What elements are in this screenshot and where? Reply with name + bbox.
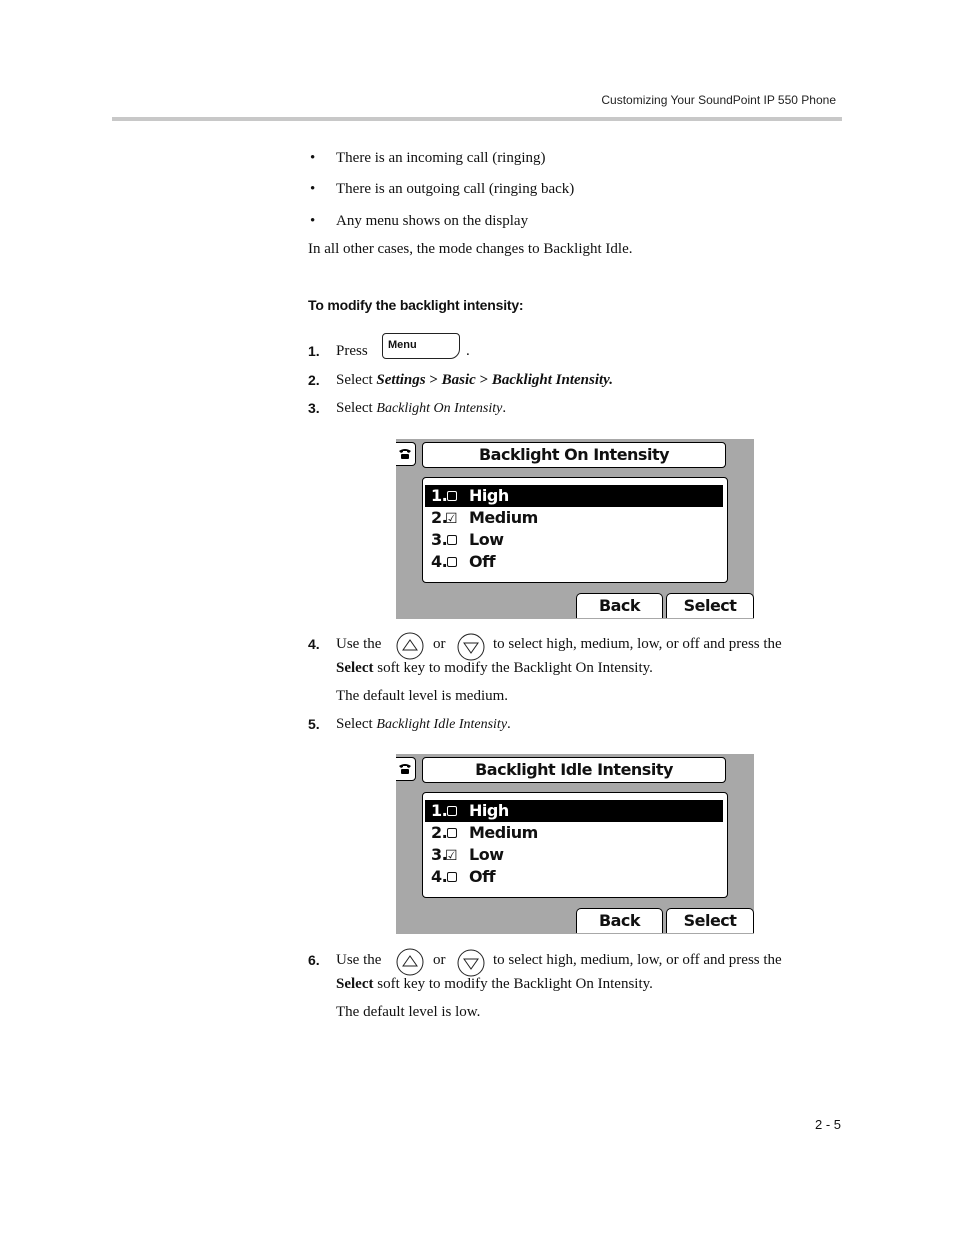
list-item-low[interactable] (425, 529, 723, 551)
step-end: . (507, 716, 511, 732)
item-number: 2. (431, 508, 448, 527)
step-note: The default level is low. (336, 1004, 481, 1020)
up-arrow-key-icon (396, 948, 424, 976)
down-arrow-key-icon (457, 633, 485, 661)
unchecked-box-icon (447, 557, 457, 567)
step-text: Use the (336, 636, 382, 652)
phone-handset-icon (396, 757, 416, 781)
item-number: 4. (431, 867, 448, 886)
step-number: 2. (308, 372, 320, 388)
step-end: . (466, 343, 470, 359)
menu-path-sep: > (475, 372, 492, 388)
item-number: 3. (431, 845, 448, 864)
select-softkey[interactable]: Select (666, 593, 754, 618)
procedure-heading: To modify the backlight intensity: (308, 297, 524, 313)
menu-path-settings: Settings (376, 372, 426, 388)
step-text: Use the (336, 952, 382, 968)
list-item-off[interactable] (425, 551, 723, 573)
unchecked-box-icon (447, 828, 457, 838)
step-text-line2 (336, 976, 653, 993)
up-arrow-key-icon (396, 632, 424, 660)
list-item-medium[interactable] (425, 822, 723, 844)
screen-title: Backlight On Intensity (422, 442, 726, 468)
bullet-text: There is an outgoing call (ringing back) (336, 181, 575, 197)
step-text-line2 (336, 660, 653, 677)
header-divider (112, 117, 842, 121)
checked-box-icon: ☑ (445, 848, 458, 864)
step-text-cont: to select high, medium, low, or off and press the (493, 636, 782, 652)
phone-handset-icon (396, 442, 416, 466)
step-prefix: Select (336, 372, 377, 388)
list-item-medium[interactable] (425, 507, 723, 529)
unchecked-box-icon (447, 535, 457, 545)
step-italic: Backlight On Intensity (376, 401, 503, 416)
step-note: The default level is medium. (336, 688, 509, 704)
running-header: Customizing Your SoundPoint IP 550 Phone (601, 93, 836, 107)
bullet-symbol: • (310, 213, 316, 229)
item-number: 4. (431, 552, 448, 571)
item-label: Off (469, 552, 496, 571)
phone-screen-backlight-idle (396, 754, 754, 934)
step-prefix: Select (336, 400, 377, 416)
step-text: Press (336, 343, 368, 359)
step-number: 5. (308, 716, 320, 732)
select-softkey-ref: Select (336, 660, 374, 676)
option-list (422, 477, 728, 583)
list-item-low[interactable] (425, 844, 723, 866)
item-label: Low (469, 530, 504, 549)
item-label: High (469, 801, 509, 820)
bullet-symbol: • (310, 150, 316, 166)
menu-path-backlight: Backlight Intensity. (491, 372, 614, 388)
select-softkey[interactable]: Select (666, 908, 754, 933)
step-number: 3. (308, 400, 320, 416)
unchecked-box-icon (447, 806, 457, 816)
step-text (336, 716, 511, 733)
phone-screen-backlight-on (396, 439, 754, 619)
step-text (336, 400, 506, 417)
step-number: 6. (308, 952, 320, 968)
checked-box-icon: ☑ (445, 511, 458, 527)
bullet-text: There is an incoming call (ringing) (336, 150, 546, 166)
item-number: 1. (431, 486, 448, 505)
back-softkey[interactable]: Back (576, 593, 663, 618)
screen-title: Backlight Idle Intensity (422, 757, 726, 783)
step-number: 4. (308, 636, 320, 652)
step-number: 1. (308, 343, 320, 359)
item-label: Medium (469, 508, 538, 527)
page-number: 2 - 5 (814, 1117, 841, 1132)
unchecked-box-icon (447, 872, 457, 882)
list-item-high[interactable] (425, 485, 723, 507)
menu-key-icon (382, 333, 460, 359)
menu-path-basic: Basic (441, 372, 476, 388)
step-text (336, 372, 613, 389)
menu-path-sep: > (425, 372, 442, 388)
select-softkey-ref: Select (336, 976, 374, 992)
unchecked-box-icon (447, 491, 457, 501)
step-prefix: Select (336, 716, 377, 732)
down-arrow-key-icon (457, 949, 485, 977)
list-item-off[interactable] (425, 866, 723, 888)
option-list (422, 792, 728, 898)
step-text-rest: soft key to modify the Backlight On Intensity. (373, 976, 653, 992)
item-number: 1. (431, 801, 448, 820)
or-text: or (433, 952, 446, 968)
list-item-high[interactable] (425, 800, 723, 822)
item-label: Low (469, 845, 504, 864)
item-number: 3. (431, 530, 448, 549)
item-label: Off (469, 867, 496, 886)
step-text-cont: to select high, medium, low, or off and press the (493, 952, 782, 968)
body-paragraph: In all other cases, the mode changes to Backlight Idle. (308, 241, 633, 257)
menu-key-label: Menu (388, 339, 417, 351)
step-text-rest: soft key to modify the Backlight On Intensity. (373, 660, 653, 676)
back-softkey[interactable]: Back (576, 908, 663, 933)
item-number: 2. (431, 823, 448, 842)
step-end: . (502, 400, 507, 416)
or-text: or (433, 636, 446, 652)
bullet-symbol: • (310, 181, 316, 197)
item-label: High (469, 486, 509, 505)
item-label: Medium (469, 823, 538, 842)
step-italic: Backlight Idle Intensity (376, 717, 508, 732)
bullet-text: Any menu shows on the display (336, 213, 529, 229)
